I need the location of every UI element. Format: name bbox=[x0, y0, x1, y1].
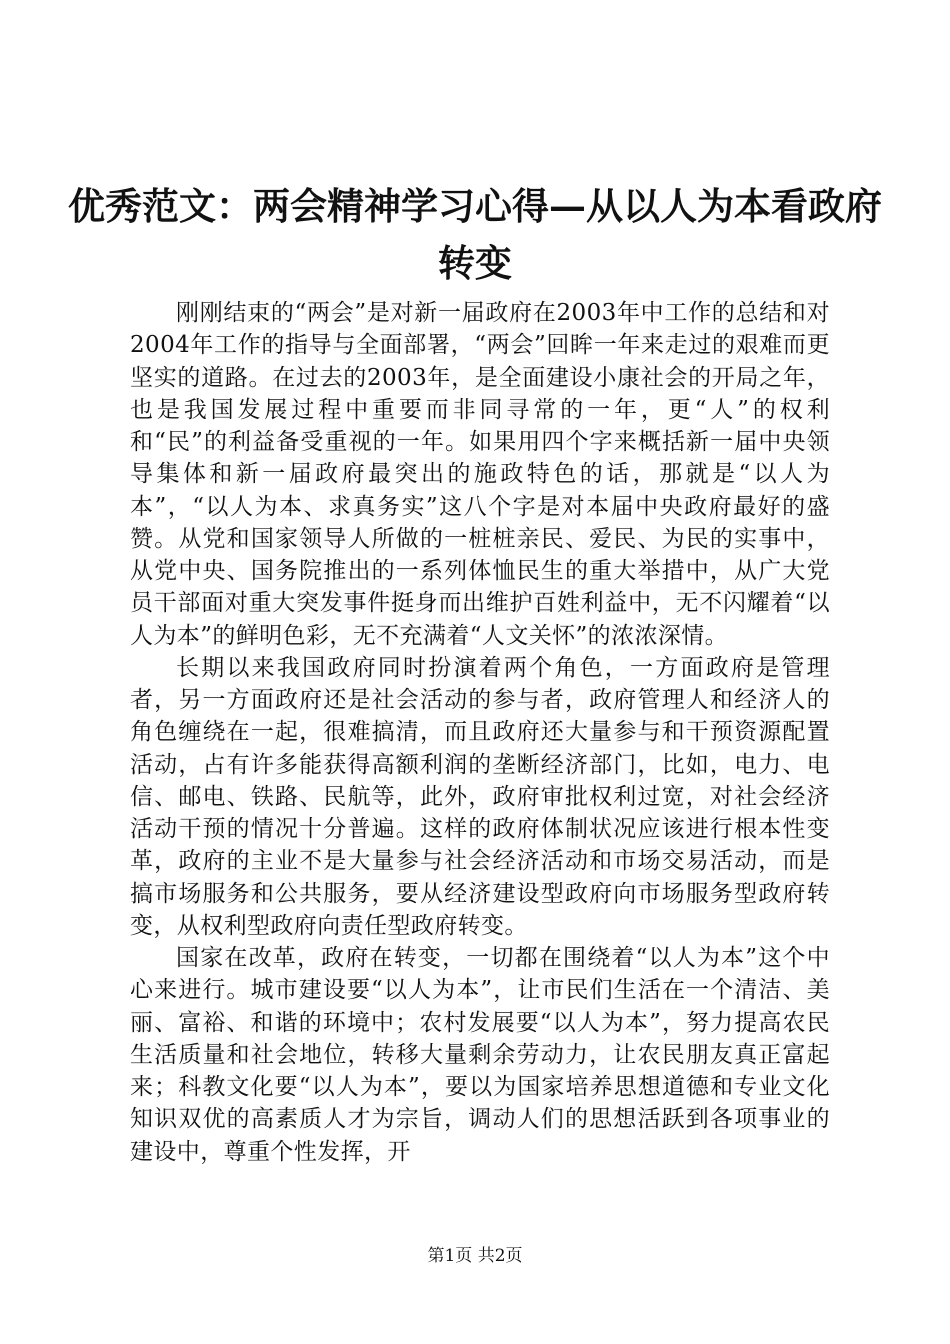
paragraph: 国家在改革，政府在转变，一切都在围绕着“以人为本”这个中心来进行。城市建设要“以人为本”，让市民们生活在一个清洁、美丽、富裕、和谐的环境中；农村发展要“以人为本”，努力提高农民生活质量和社会地位，转移大量剩余劳动力，让农民朋友真正富起来；科教文化要“以人为本”，要以为国家培养思想道德和专业文化知识双优的高素质人才为宗旨，调动人们的思想活跃到各项事业的建设中，尊重个性发挥，开 bbox=[130, 945, 830, 1165]
paragraph: 长期以来我国政府同时扮演着两个角色，一方面政府是管理者，另一方面政府还是社会活动的参与者，政府管理人和经济人的角色缠绕在一起，很难搞清，而且政府还大量参与和干预资源配置活动，占有许多能获得高额利润的垄断经济部门，比如，电力、电信、邮电、铁路、民航等，此外，政府审批权利过宽，对社会经济活动干预的情况十分普遍。这样的政府体制状况应该进行根本性变革，政府的主业不是大量参与社会经济活动和市场交易活动，而是搞市场服务和公共服务，要从经济建设型政府向市场服务型政府转变，从权利型政府向责任型政府转变。 bbox=[130, 654, 830, 939]
page-number-footer: 第1页 共2页 bbox=[427, 1246, 523, 1266]
paragraph: 刚刚结束的“两会”是对新一届政府在2003年中工作的总结和对2004年工作的指导与全面部署，“两会”回眸一年来走过的艰难而更坚实的道路。在过去的2003年，是全面建设小康社会的开局之年，也是我国发展过程中重要而非同寻常的一年，更“人”的权利和“民”的利益备受重视的一年。如果用四个字来概括新一届中央领导集体和新一届政府最突出的施政特色的话，那就是“以人为本”，“以人为本、求真务实”这八个字是对本届中央政府最好的盛赞。从党和国家领导人所做的一桩桩亲民、爱民、为民的实事中，从党中央、国务院推出的一系列体恤民生的重大举措中，从广大党员干部面对重大突发事件挺身而出维护百姓利益中，无不闪耀着“以人为本”的鲜明色彩，无不充满着“人文关怀”的浓浓深情。 bbox=[130, 300, 830, 649]
document-body bbox=[130, 297, 830, 1197]
document-title: 优秀范文：两会精神学习心得—从以人为本看政府转变 bbox=[68, 184, 882, 285]
